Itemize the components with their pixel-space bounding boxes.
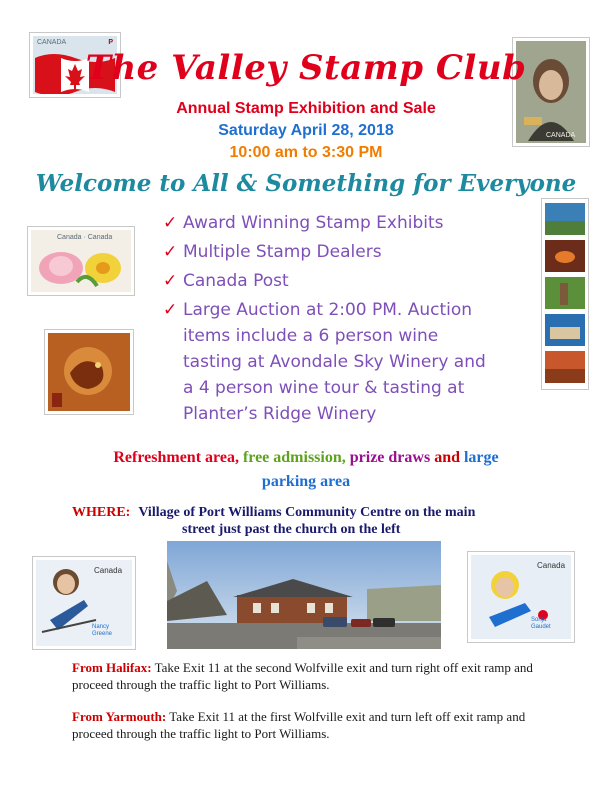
list-item: [163, 210, 543, 236]
checkmark-icon: ✓: [163, 242, 178, 262]
feature-text: Planter’s Ridge Winery: [183, 404, 377, 424]
flower-stamp: [31, 230, 131, 292]
directions-label: From Halifax:: [72, 660, 152, 675]
event-date: Saturday April 28, 2018: [218, 122, 394, 139]
checkmark-icon: ✓: [163, 271, 178, 291]
landscape-stamp-strip: [542, 199, 588, 389]
right-skier-country: Canada: [537, 561, 566, 570]
amenities-line: [80, 446, 532, 494]
amenity-draws: prize draws: [349, 449, 431, 466]
location-label: WHERE:: [72, 505, 131, 520]
checkmark-icon: ✓: [163, 300, 178, 320]
directions-text: Take Exit 11 at the first Wolfville exit and turn left off exit ramp and proceed through the traffic light to Port Williams.: [72, 709, 526, 741]
feature-text: a 4 person wine tour & tasting at: [183, 378, 465, 398]
feature-text: Award Winning Stamp Exhibits: [183, 213, 444, 233]
flag-stamp-country: CANADA: [37, 39, 67, 46]
location-line-1: Village of Port Williams Community Centre on the main: [138, 505, 476, 520]
rooster-icon: [48, 333, 130, 411]
amenity-parking: parking area: [261, 473, 351, 490]
amenity-admission: free admission,: [242, 449, 346, 466]
list-item: [163, 239, 543, 265]
welcome-banner: Welcome to All & Something for Everyone: [35, 170, 577, 197]
skier-stamp-left: [36, 560, 132, 646]
skier-stamp-right: [471, 555, 571, 639]
feature-text: tasting at Avondale Sky Winery and: [183, 352, 486, 372]
directions-text: Take Exit 11 at the second Wolfville exit and turn right off exit ramp and proceed through the traffic light to Port Williams.: [72, 660, 533, 692]
portrait-stamp-country: CANADA: [546, 132, 576, 139]
building-photo-icon: [167, 541, 441, 649]
feature-list: [163, 210, 543, 430]
amenity-and: and: [434, 449, 460, 466]
amenity-large: large: [463, 449, 499, 466]
community-centre-photo: [167, 541, 441, 649]
list-item: [163, 297, 543, 427]
flower-stamp-country: Canada · Canada: [57, 234, 113, 241]
feature-text: Large Auction at 2:00 PM. Auction: [183, 300, 473, 320]
location-line-2: street just past the church on the left: [182, 522, 401, 537]
feature-text: items include a 6 person wine: [183, 326, 439, 346]
left-skier-country: Canada: [94, 566, 123, 575]
location-block: [72, 504, 542, 538]
rooster-stamp: [48, 333, 130, 411]
list-item: [163, 268, 543, 294]
feature-text: Multiple Stamp Dealers: [183, 242, 382, 262]
feature-text: Canada Post: [183, 271, 289, 291]
flag-stamp-denomination: P: [108, 39, 113, 46]
amenity-refreshment: Refreshment area,: [113, 449, 239, 466]
checkmark-icon: ✓: [163, 213, 178, 233]
club-title: The Valley Stamp Club: [85, 48, 527, 88]
landscape-stamps-icon: [542, 199, 588, 389]
left-skier-name: Nancy Greene: [92, 624, 113, 637]
directions-yarmouth: [72, 708, 542, 742]
directions-halifax: [72, 659, 542, 693]
event-name: Annual Stamp Exhibition and Sale: [176, 100, 436, 117]
directions-label: From Yarmouth:: [72, 709, 167, 724]
event-time: 10:00 am to 3:30 PM: [229, 144, 383, 161]
right-skier-name: Sonja Gaudet: [531, 617, 551, 630]
